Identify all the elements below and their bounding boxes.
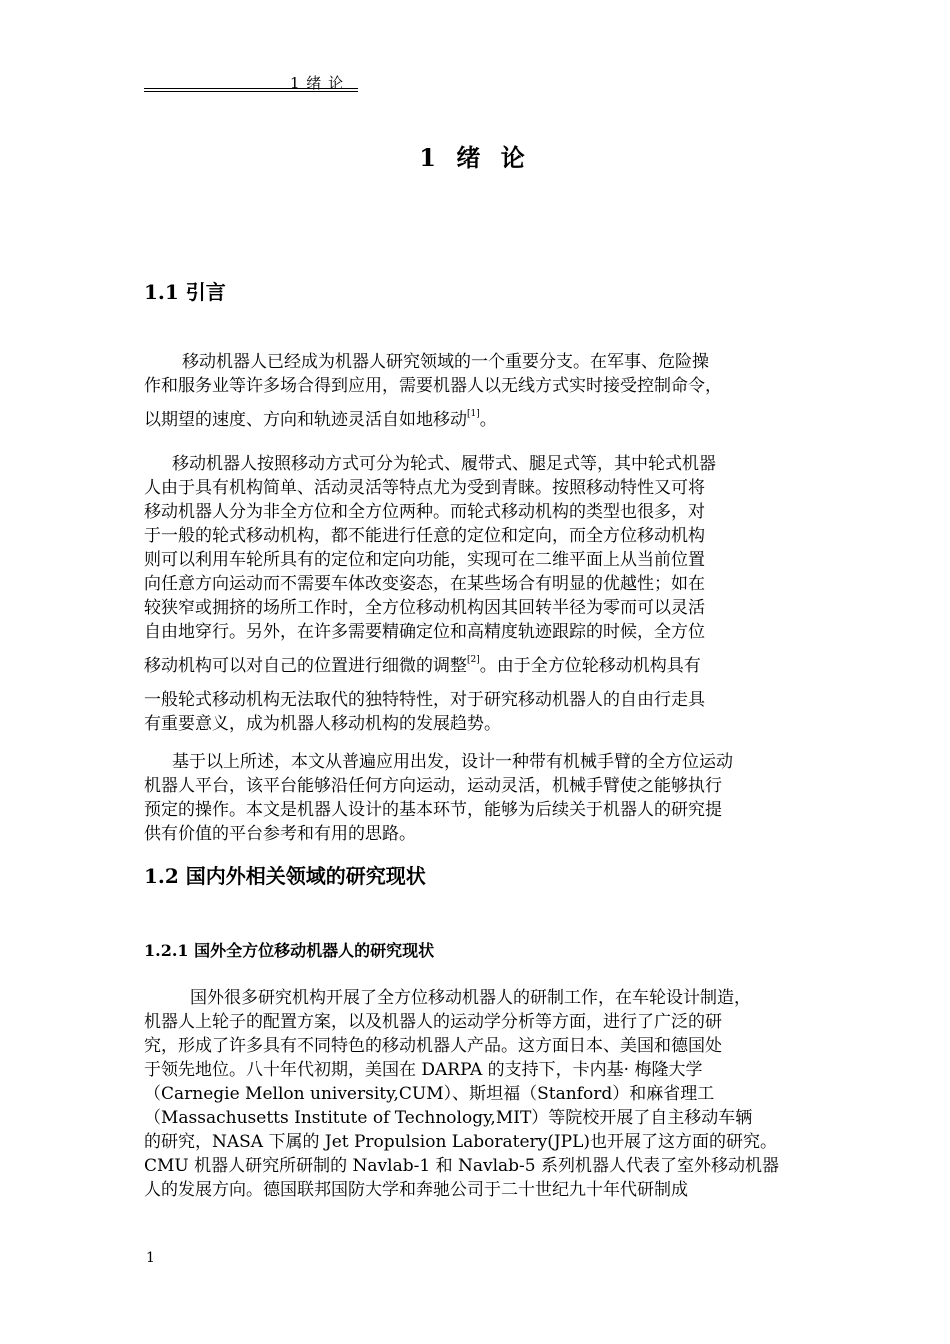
paragraph-line: 移动机构可以对自己的位置进行细微的调整[2]。由于全方位轮移动机构具有 [144,655,701,676]
paragraph-line: 自由地穿行。另外，在许多需要精确定位和高精度轨迹跟踪的时候，全方位 [144,622,705,642]
paragraph-foreign-research [144,986,804,1202]
paragraph-line: 则可以利用车轮所具有的定位和定向功能，实现可在二维平面上从当前位置 [144,550,705,570]
paragraph-line: 于一般的轮式移动机构，都不能进行任意的定位和定向，而全方位移动机构 [144,526,705,546]
citation-ref: [1] [467,409,480,419]
paragraph-purpose [144,750,804,846]
paragraph-line: 一般轮式移动机构无法取代的独特特性，对于研究移动机器人的自由行走具 [144,690,705,710]
paragraph-line: 究，形成了许多具有不同特色的移动机器人产品。这方面日本、美国和德国处 [144,1036,722,1056]
paragraph-line: 供有价值的平台参考和有用的思路。 [144,824,416,844]
paragraph-line: 移动机器人按照移动方式可分为轮式、履带式、腿足式等，其中轮式机器 [172,454,716,474]
paragraph-line: 的研究，NASA 下属的 Jet Propulsion Laboratery(JPL)也开展了这方面的研究。 [144,1132,778,1152]
paragraph-line: 机器人平台，该平台能够沿任何方向运动，运动灵活，机械手臂使之能够执行 [144,776,722,796]
paragraph-line: 有重要意义，成为机器人移动机构的发展趋势。 [144,714,501,734]
paragraph-line: 向任意方向运动而不需要车体改变姿态，在某些场合有明显的优越性；如在 [144,574,705,594]
paragraph-line: （Carnegie Mellon university,CUM）、斯坦福（Stanford）和麻省理工 [144,1084,715,1104]
paragraph-line: 移动机器人分为非全方位和全方位两种。而轮式移动机构的类型也很多，对 [144,502,705,522]
paragraph-line: 国外很多研究机构开展了全方位移动机器人的研制工作，在车轮设计制造， [190,988,751,1008]
citation-ref: [2] [467,655,480,665]
paragraph-classification [144,452,804,736]
section-heading-1-1: 1.1 引言 [144,280,226,304]
paragraph-line: 以期望的速度、方向和轨迹灵活自如地移动[1]。 [144,409,497,430]
paragraph-line: 基于以上所述，本文从普遍应用出发，设计一种带有机械手臂的全方位运动 [172,752,733,772]
paragraph-line: （Massachusetts Institute of Technology,MIT）等院校开展了自主移动车辆 [144,1108,753,1128]
page-number: 1 [146,1250,155,1266]
chapter-title: 1 绪 论 [419,143,531,172]
paragraph-line: 作和服务业等许多场合得到应用，需要机器人以无线方式实时接受控制命令， [144,376,722,396]
header-rule-bottom [144,91,358,92]
running-header-text: 1 绪 论 [290,74,345,92]
paragraph-line: 较狭窄或拥挤的场所工作时，全方位移动机构因其回转半径为零而可以灵活 [144,598,705,618]
paragraph-line: 移动机器人已经成为机器人研究领域的一个重要分支。在军事、危险操 [182,352,709,372]
paragraph-line: 预定的操作。本文是机器人设计的基本环节，能够为后续关于机器人的研究提 [144,800,722,820]
paragraph-line: 人由于具有机构简单、活动灵活等特点尤为受到青睐。按照移动特性又可将 [144,478,705,498]
paragraph-intro [144,350,804,432]
paragraph-line: 机器人上轮子的配置方案，以及机器人的运动学分析等方面，进行了广泛的研 [144,1012,722,1032]
paragraph-line: CMU 机器人研究所研制的 Navlab-1 和 Navlab-5 系列机器人代表了室外移动机器 [144,1156,780,1176]
header-rule-top [144,88,358,89]
paragraph-line: 于领先地位。八十年代初期，美国在 DARPA 的支持下，卡内基· 梅隆大学 [144,1060,703,1080]
section-heading-1-2-1: 1.2.1 国外全方位移动机器人的研究现状 [144,941,435,960]
paragraph-line: 人的发展方向。德国联邦国防大学和奔驰公司于二十世纪九十年代研制成 [144,1180,688,1200]
section-heading-1-2: 1.2 国内外相关领域的研究现状 [144,864,426,888]
